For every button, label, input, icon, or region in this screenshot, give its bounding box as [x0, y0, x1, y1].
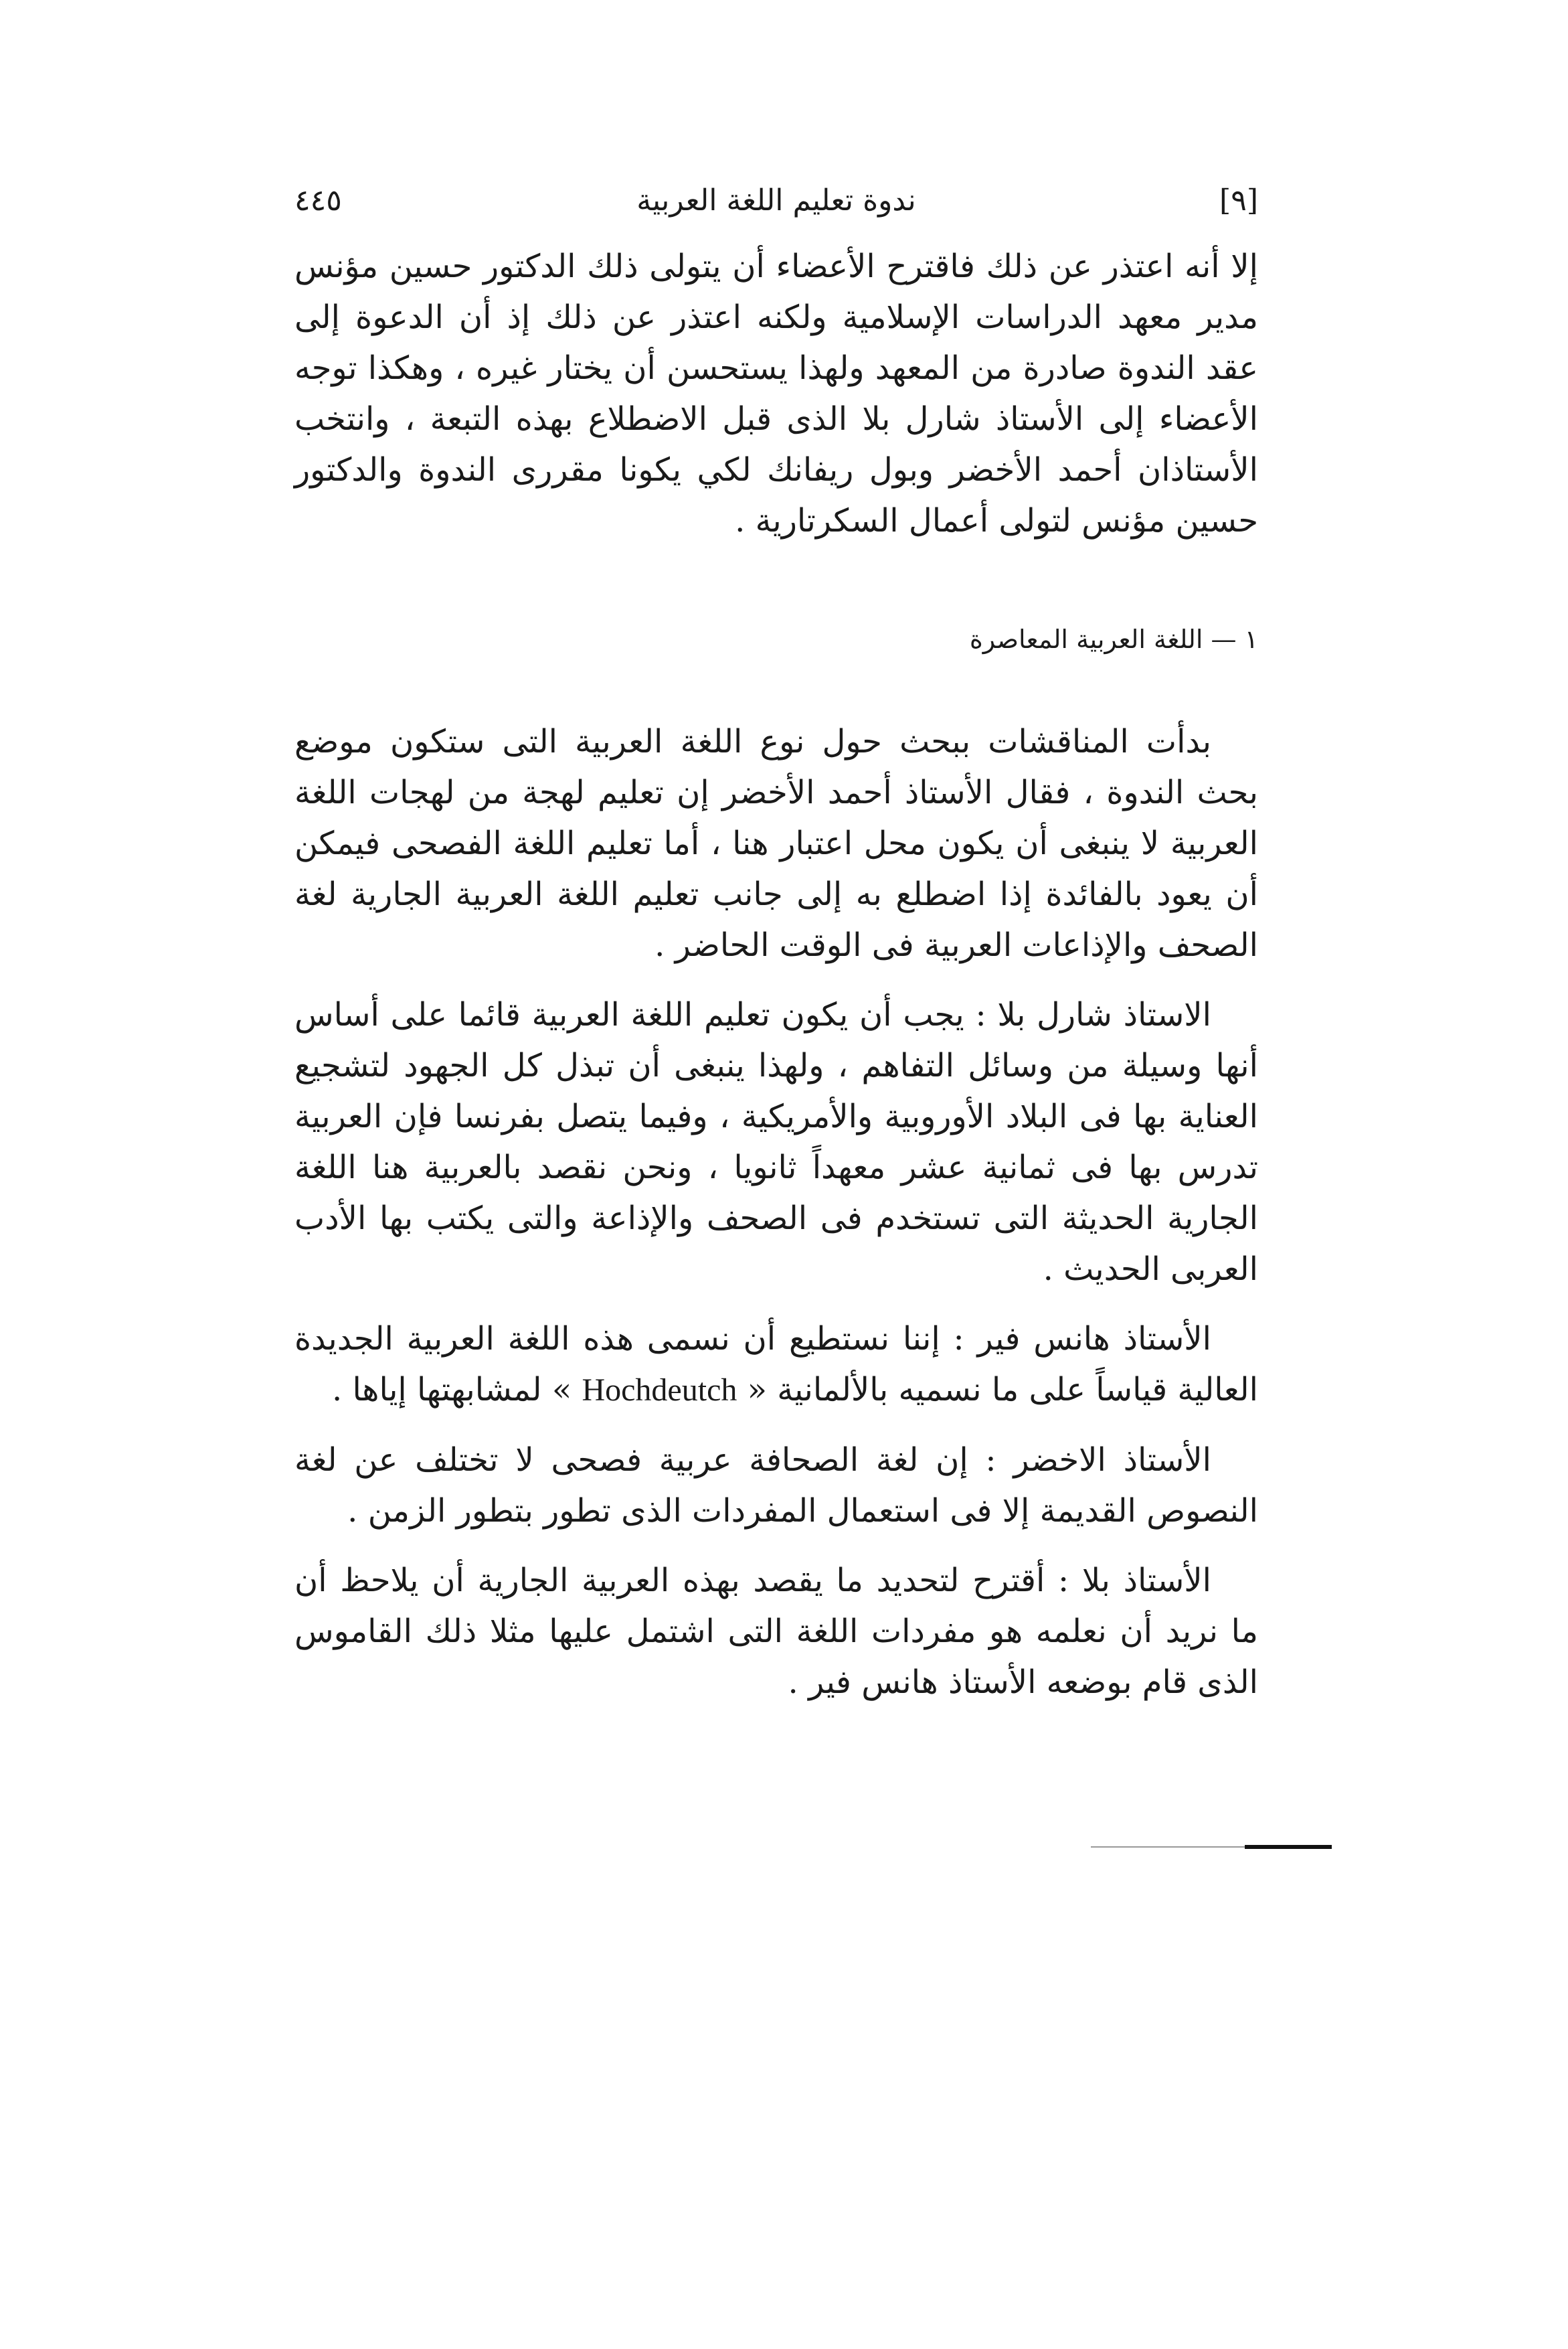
page-number: ٤٤٥	[294, 183, 342, 218]
paragraph-2: الاستاذ شارل بلا : يجب أن يكون تعليم اللغة العربية قائما على أساس أنها وسيلة من وسائل التفاهم ، ولهذا ينبغى أن تبذل كل الجهود لتشجيع العناية بها فى البلاد الأوروبية والأمريكية ، وفيما يتصل بفرنسا فإن العربية تدرس بها فى ثمانية عشر معهداً ثانويا ، ونحن نقصد بالعربية هنا اللغة الجارية الحديثة التى تستخدم فى الصحف والإذاعة والتى يكتب بها الأدب العربى الحديث .	[294, 996, 1259, 1288]
paragraph-3-text-after: » لمشابهتها إياها .	[331, 1371, 572, 1408]
section-number: [٩]	[1219, 183, 1258, 218]
footnote-rule-thick	[1245, 1845, 1332, 1849]
paragraph-1: بدأت المناقشات ببحث حول نوع اللغة العربية التى ستكون موضع بحث الندوة ، فقال الأستاذ أحمد الأخضر إن تعليم لهجة من لهجات اللغة العربية لا ينبغى أن يكون محل اعتبار هنا ، أما تعليم اللغة الفصحى فيمكن أن يعود بالفائدة إذا اضطلع به إلى جانب تعليم اللغة العربية الجارية لغة الصحف والإذاعات العربية فى الوقت الحاضر .	[294, 723, 1258, 964]
paragraph-3	[294, 1313, 1258, 1416]
main-body	[294, 716, 1258, 1726]
latin-term: Hochdeutch	[582, 1372, 737, 1408]
paragraph-5: الأستاذ بلا : أقترح لتحديد ما يقصد بهذه العربية الجارية أن يلاحظ أن ما نريد أن نعلمه هو مفردات اللغة التى اشتمل عليها مثلا ذلك القاموس الذى قام بوضعه الأستاذ هانس فير .	[294, 1562, 1258, 1701]
section-heading: ١ — اللغة العربية المعاصرة	[969, 625, 1258, 654]
intro-paragraph: إلا أنه اعتذر عن ذلك فاقترح الأعضاء أن يتولى ذلك الدكتور حسين مؤنس مدير معهد الدراسات الإسلامية ولكنه اعتذر عن ذلك إذ أن الدعوة إلى عقد الندوة صادرة من المعهد ولهذا يستحسن أن يختار غيره ، وهكذا توجه الأعضاء إلى الأستاذ شارل بلا الذى قبل الاضطلاع بهذه التبعة ، وانتخب الأستاذان أحمد الأخضر وبول ريفانك لكي يكونا مقررى الندوة والدكتور حسين مؤنس لتولى أعمال السكرتارية .	[294, 248, 1258, 540]
running-header	[294, 181, 1258, 221]
running-title: ندوة تعليم اللغة العربية	[636, 183, 916, 218]
intro-block	[294, 241, 1258, 546]
footnote-rule-thin	[1091, 1846, 1258, 1848]
paragraph-4: الأستاذ الاخضر : إن لغة الصحافة عربية فصحى لا تختلف عن لغة النصوص القديمة إلا فى استعمال المفردات الذى تطور بتطور الزمن .	[294, 1441, 1258, 1530]
footnote-rule	[1091, 1842, 1332, 1852]
paragraph-3-text-before: الأستاذ هانس فير : إننا نستطيع أن نسمى هذه اللغة العربية الجديدة العالية قياساً على ما نسميه بالألمانية «	[294, 1320, 1258, 1408]
